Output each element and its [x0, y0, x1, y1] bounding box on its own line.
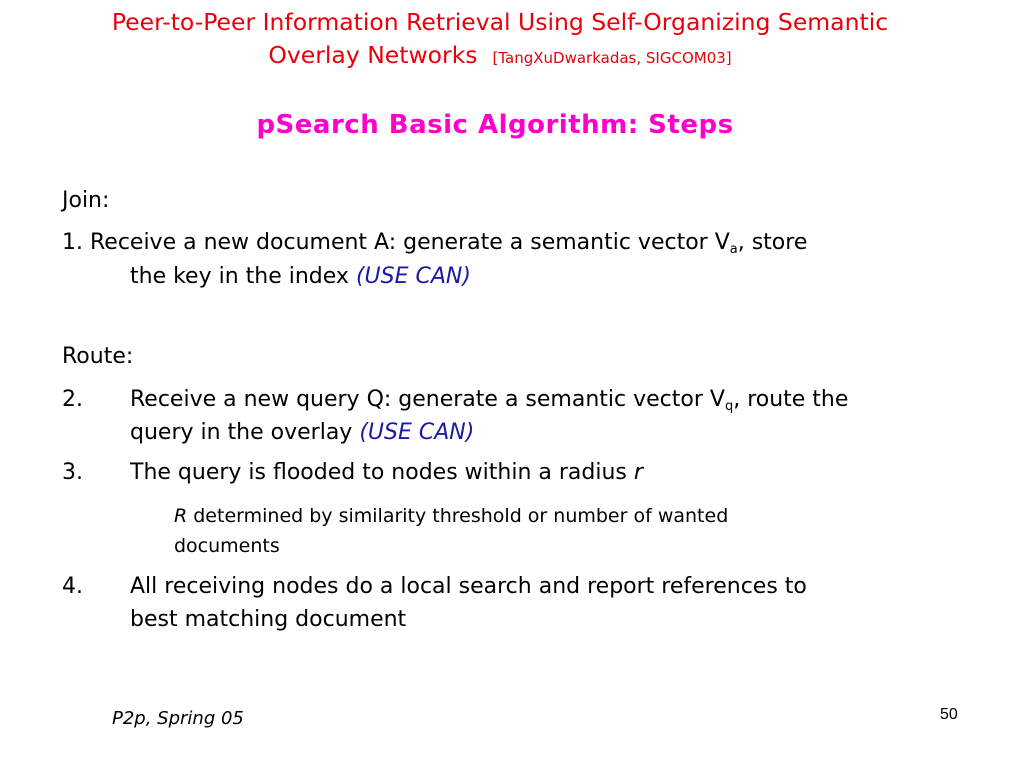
footer-course-label: P2p, Spring 05 — [112, 708, 244, 729]
step-2-number: 2. — [62, 387, 83, 412]
step-1-continuation — [130, 264, 471, 289]
step-2-use-can: (USE CAN) — [359, 420, 475, 445]
step-1-cont-text: the key in the index — [130, 264, 356, 289]
slide-title — [0, 6, 1000, 75]
step-3-number: 3. — [62, 460, 83, 485]
step-2-text-a: Receive a new query Q: generate a semantic vector V — [130, 387, 725, 412]
step-4-number: 4. — [62, 574, 83, 599]
step-2-cont-text: query in the overlay — [130, 420, 360, 445]
step-2-line-1 — [130, 387, 848, 414]
title-citation: [TangXuDwarkadas, SIGCOM03] — [492, 49, 732, 67]
step-2-text-b: , route the — [733, 387, 849, 412]
title-line-2-text: Overlay Networks — [268, 41, 478, 69]
title-line-2 — [0, 39, 1000, 75]
step-3-note-var: R — [174, 505, 188, 527]
step-3-main-text: The query is flooded to nodes within a radius — [130, 460, 634, 485]
step-3-radius-var: r — [633, 460, 643, 485]
step-4-line-2: best matching document — [130, 607, 407, 632]
step-2-line-2 — [130, 420, 474, 445]
step-3-note-line-2: documents — [174, 535, 280, 557]
step-3-text — [130, 460, 643, 485]
step-2-subscript: q — [724, 399, 734, 414]
step-3-note-line-1 — [174, 505, 728, 527]
title-line-1: Peer-to-Peer Information Retrieval Using Self-Organizing Semantic — [111, 8, 889, 36]
step-3-note-text: determined by similarity threshold or number of wanted — [187, 505, 729, 527]
step-1 — [62, 230, 807, 257]
step-1-text-a: 1. Receive a new document A: generate a semantic vector V — [62, 230, 730, 255]
slide-subtitle: pSearch Basic Algorithm: Steps — [256, 110, 734, 140]
step-4-line-1: All receiving nodes do a local search and report references to — [130, 574, 807, 599]
step-1-use-can: (USE CAN) — [355, 264, 471, 289]
join-heading: Join: — [62, 188, 110, 213]
slide-number: 50 — [940, 706, 958, 723]
step-1-subscript: a — [729, 242, 738, 257]
route-heading: Route: — [62, 344, 134, 369]
step-1-text-b: , store — [737, 230, 808, 255]
